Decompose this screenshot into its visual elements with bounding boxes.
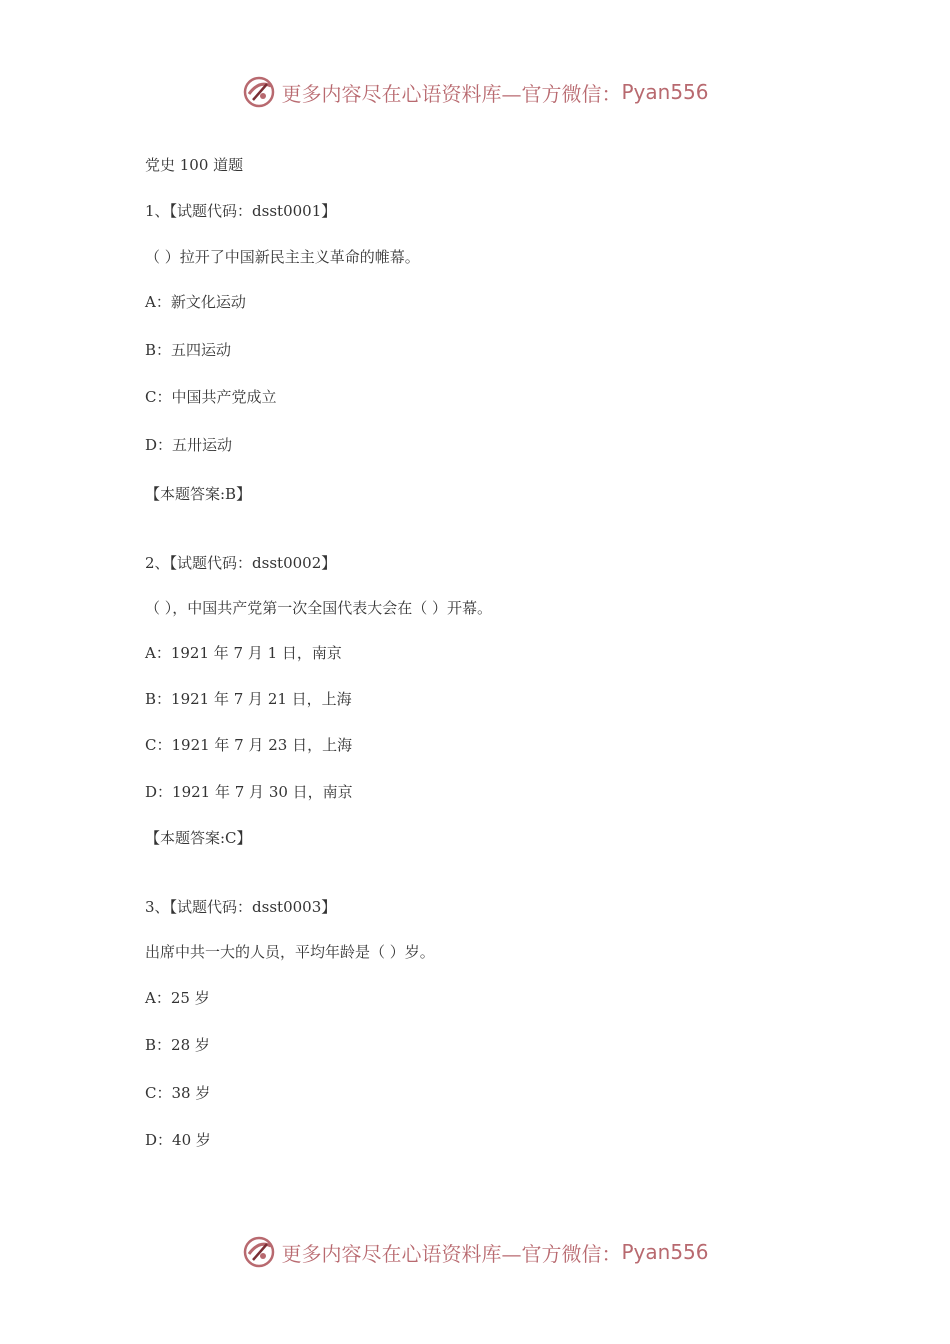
question-1-option-c: C：中国共产党成立 — [145, 388, 277, 406]
question-1-option-d: D：五卅运动 — [145, 436, 233, 454]
question-2-stem: （ ），中国共产党第一次全国代表大会在（ ）开幕。 — [145, 599, 493, 617]
question-1-option-b: B：五四运动 — [145, 341, 232, 359]
question-3-option-a: A：25 岁 — [145, 989, 210, 1007]
question-2-header: 2、【试题代码：dsst0002】 — [145, 554, 337, 572]
watermark-text: 更多内容尽在心语资料库—官方微信： — [281, 81, 622, 106]
seal-logo-icon — [241, 1234, 277, 1270]
question-2-option-d: D：1921 年 7 月 30 日，南京 — [145, 783, 353, 801]
question-1-answer: 【本题答案:B】 — [145, 485, 252, 503]
seal-logo-icon — [241, 74, 277, 110]
question-3-option-d: D：40 岁 — [145, 1131, 211, 1149]
watermark-banner-bottom — [0, 1232, 950, 1272]
question-1-header: 1、【试题代码：dsst0001】 — [145, 202, 337, 220]
question-2-option-b: B：1921 年 7 月 21 日，上海 — [145, 690, 352, 708]
question-3-option-c: C：38 岁 — [145, 1084, 211, 1102]
watermark-brand: Pyan556 — [621, 80, 709, 104]
question-1-option-a: A：新文化运动 — [145, 293, 246, 311]
watermark-banner-top — [0, 72, 950, 112]
question-1-stem: （ ）拉开了中国新民主主义革命的帷幕。 — [145, 248, 420, 266]
question-2-answer: 【本题答案:C】 — [145, 829, 252, 847]
watermark-brand: Pyan556 — [621, 1240, 709, 1264]
question-2-option-a: A：1921 年 7 月 1 日，南京 — [145, 644, 342, 662]
question-3-header: 3、【试题代码：dsst0003】 — [145, 898, 337, 916]
question-3-stem: 出席中共一大的人员，平均年龄是（ ）岁。 — [145, 943, 435, 961]
document-title: 党史 100 道题 — [145, 156, 244, 174]
question-3-option-b: B：28 岁 — [145, 1036, 210, 1054]
watermark-text: 更多内容尽在心语资料库—官方微信： — [281, 1241, 622, 1266]
question-2-option-c: C：1921 年 7 月 23 日，上海 — [145, 736, 353, 754]
